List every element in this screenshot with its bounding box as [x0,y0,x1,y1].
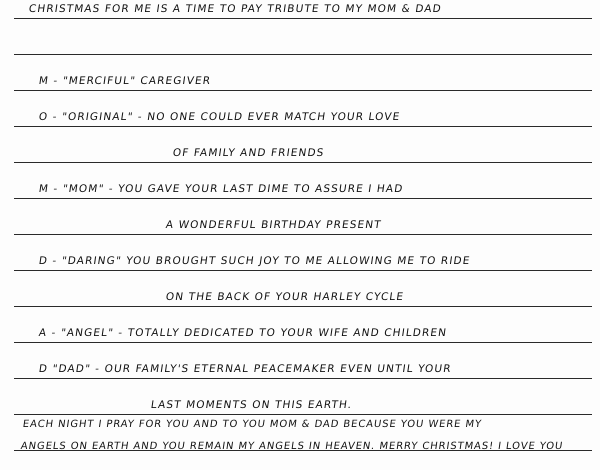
poem-line-d-daring: D - "DARING" YOU BROUGHT SUCH JOY TO ME ALLOWING ME TO RIDE [38,255,472,267]
closing-line-1: EACH NIGHT I PRAY FOR YOU AND TO YOU MOM & DAD BECAUSE YOU WERE MY [22,419,483,430]
poem-line-o-original: O - "ORIGINAL" - NO ONE COULD EVER MATCH YOUR LOVE [38,111,402,123]
poem-line-dad-continued: LAST MOMENTS ON THIS EARTH. [150,399,354,411]
ruled-line [14,234,592,235]
ruled-line [14,198,592,199]
ruled-line [14,342,592,343]
ruled-line [14,306,592,307]
ruled-line [14,18,592,19]
poem-line-d-dad: D "DAD" - OUR FAMILY'S ETERNAL PEACEMAKER EVEN UNTIL YOUR [38,363,453,375]
ruled-line [14,126,592,127]
ruled-line [14,162,592,163]
poem-line-m-mom: M - "MOM" - YOU GAVE YOUR LAST DIME TO ASSURE I HAD [38,183,405,195]
poem-line-m-continued: A WONDERFUL BIRTHDAY PRESENT [165,219,383,231]
ruled-line [14,414,592,415]
ruled-line [14,90,592,91]
ruled-line [14,270,592,271]
ruled-line [14,54,592,55]
poem-title: CHRISTMAS FOR ME IS A TIME TO PAY TRIBUTE TO MY MOM & DAD [28,3,443,15]
poem-line-m-merciful: M - "MERCIFUL" CAREGIVER [38,75,212,87]
poem-line-o-continued: OF FAMILY AND FRIENDS [172,147,326,159]
closing-line-2: ANGELS ON EARTH AND YOU REMAIN MY ANGELS IN HEAVEN. MERRY CHRISTMAS! I LOVE YOU [20,441,564,452]
poem-line-a-angel: A - "ANGEL" - TOTALLY DEDICATED TO YOUR WIFE AND CHILDREN [38,327,448,339]
ruled-line [14,378,592,379]
poem-line-d-continued: ON THE BACK OF YOUR HARLEY CYCLE [165,291,405,303]
